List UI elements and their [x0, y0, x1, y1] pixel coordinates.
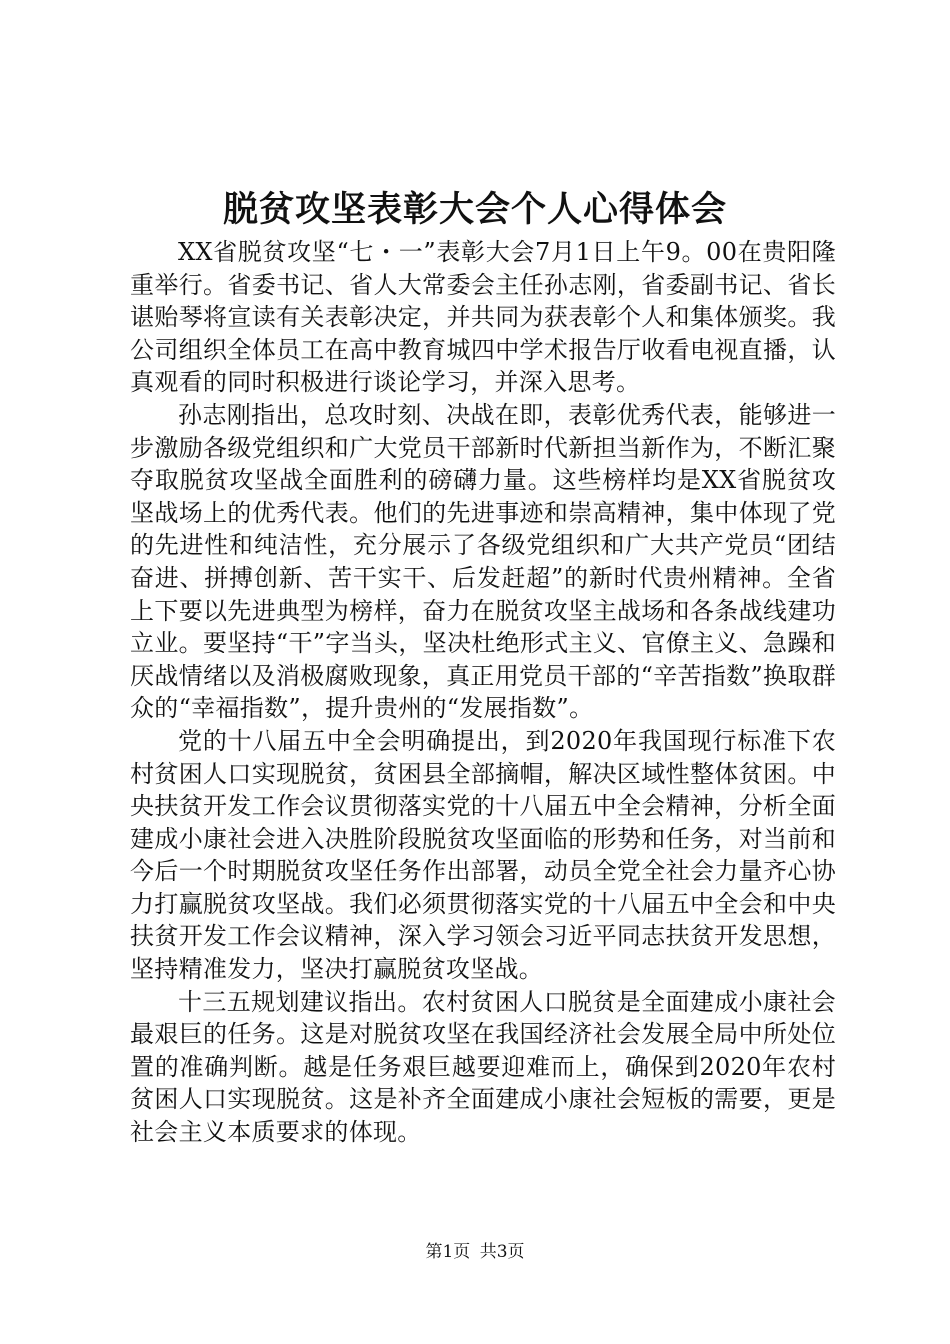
page-footer [0, 1240, 950, 1264]
page-number: 第1页 [425, 1242, 471, 1262]
paragraph-1: XX省脱贫攻坚“七・一”表彰大会7月1日上午9。00在贵阳隆重举行。省委书记、省人大常委会主任孙志刚，省委副书记、省长谌贻琴将宣读有关表彰决定，并共同为获表彰个人和集体颁奖。我公司组织全体员工在高中教育城四中学术报告厅收看电视直播，认真观看的同时积极进行谈论学习，并深入思考。 [130, 238, 836, 397]
document-body [130, 236, 836, 1149]
page-total: 共3页 [479, 1242, 525, 1262]
document-title: 脱贫攻坚表彰大会个人心得体会 [222, 190, 727, 230]
paragraph-4: 十三五规划建议指出。农村贫困人口脱贫是全面建成小康社会最艰巨的任务。这是对脱贫攻坚在我国经济社会发展全局中所处位置的准确判断。越是任务艰巨越要迎难而上，确保到2020年农村贫困人口实现脱贫。这是补齐全面建成小康社会短板的需要，更是社会主义本质要求的体现。 [130, 987, 836, 1147]
paragraph-2: 孙志刚指出，总攻时刻、决战在即，表彰优秀代表，能够进一步激励各级党组织和广大党员干部新时代新担当新作为，不断汇聚夺取脱贫攻坚战全面胜利的磅礴力量。这些榜样均是XX省脱贫攻坚战场上的优秀代表。他们的先进事迹和崇高精神，集中体现了党的先进性和纯洁性，充分展示了各级党组织和广大共产党员“团结奋进、拼搏创新、苦干实干、后发赶超”的新时代贵州精神。全省上下要以先进典型为榜样，奋力在脱贫攻坚主战场和各条战线建功立业。要坚持“干”字当头，坚决杜绝形式主义、官僚主义、急躁和厌战情绪以及消极腐败现象，真正用党员干部的“辛苦指数”换取群众的“幸福指数”，提升贵州的“发展指数”。 [130, 400, 836, 723]
paragraph-3: 党的十八届五中全会明确提出，到2020年我国现行标准下农村贫困人口实现脱贫，贫困县全部摘帽，解决区域性整体贫困。中央扶贫开发工作会议贯彻落实党的十八届五中全会精神，分析全面建成小康社会进入决胜阶段脱贫攻坚面临的形势和任务，对当前和今后一个时期脱贫攻坚任务作出部署，动员全党全社会力量齐心协力打赢脱贫攻坚战。我们必须贯彻落实党的十八届五中全会和中央扶贫开发工作会议精神，深入学习领会习近平同志扶贫开发思想，坚持精准发力，坚决打赢脱贫攻坚战。 [130, 726, 836, 984]
